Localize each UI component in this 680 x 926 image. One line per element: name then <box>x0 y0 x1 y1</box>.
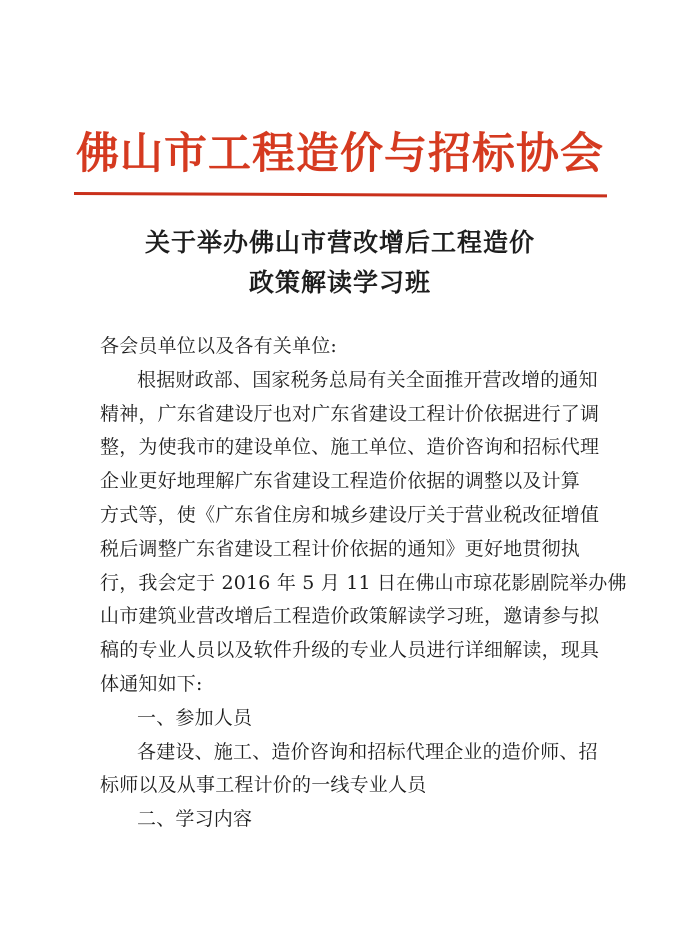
document-title <box>0 223 680 303</box>
body-line: 体通知如下: <box>100 672 203 695</box>
body-line-salutation: 各会员单位以及各有关单位: <box>100 335 338 357</box>
body-line: 稿的专业人员以及软件升级的专业人员进行详细解读，现具 <box>100 639 600 662</box>
document-title-line2: 政策解读学习班 <box>248 268 431 297</box>
body-line: 方式等，使《广东省住房和城乡建设厅关于营业税改征增值 <box>100 503 600 526</box>
body-line: 企业更好地理解广东省建设工程造价依据的调整以及计算 <box>100 470 581 493</box>
red-divider-line <box>74 192 607 197</box>
body-line: 行，我会定于 2016 年 5 月 11 日在佛山市琼花影剧院举办佛 <box>100 571 627 594</box>
body-line-section-2: 二、学习内容 <box>137 808 253 831</box>
body-line: 山市建筑业营改增后工程造价政策解读学习班，邀请参与拟 <box>100 605 600 628</box>
body-line: 根据财政部、国家税务总局有关全面推开营改增的通知 <box>137 368 598 391</box>
document-body <box>100 330 627 837</box>
document-title-line1: 关于举办佛山市营改增后工程造价 <box>144 228 535 257</box>
body-line: 标师以及从事工程计价的一线专业人员 <box>100 774 427 797</box>
body-line: 各建设、施工、造价咨询和招标代理企业的造价师、招 <box>137 740 598 763</box>
body-line: 整，为使我市的建设单位、施工单位、造价咨询和招标代理 <box>100 436 600 459</box>
organization-header-title: 佛山市工程造价与招标协会 <box>76 129 604 179</box>
body-line: 税后调整广东省建设工程计价依据的通知》更好地贯彻执 <box>100 537 581 560</box>
body-line-section-1: 一、参加人员 <box>137 706 253 729</box>
body-line: 精神，广东省建设厅也对广东省建设工程计价依据进行了调 <box>100 402 600 425</box>
